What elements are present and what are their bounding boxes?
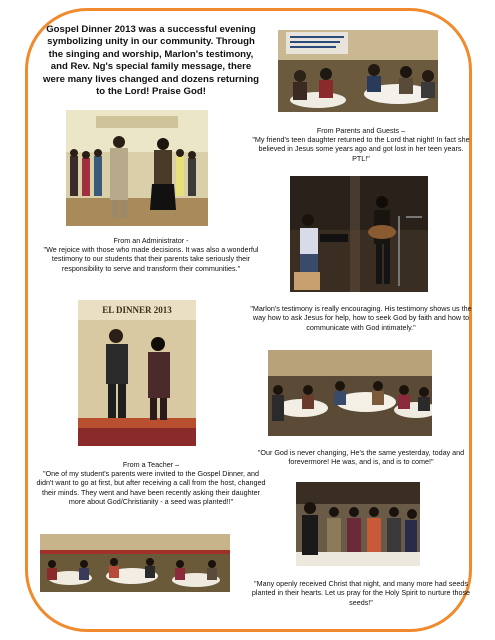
banner-text: EL DINNER 2013 (102, 305, 172, 315)
photo-couple-speaking (78, 300, 196, 446)
photo-banquet-tables (268, 350, 432, 436)
teacher-quote: "One of my student's parents were invited to the Gospel Dinner, and didn't want to go at first, but after receiving a call from the host, changed their minds. They went and have been recently asking their daughter more about God/Christianity - a seed was planted!!" (36, 469, 266, 506)
photo-banquet-wide (40, 534, 230, 592)
parents-guests-quote: "My friend's teen daughter returned to the Lord that night! In fact she believed in Jesus some years ago and got lost in her teen years. PTL!" (252, 135, 470, 163)
closing-quote: "Many openly received Christ that night, and many more had seeds planted in their hearts. Let us pray for the Holy Spirit to nurture those seeds!" (251, 579, 471, 607)
parents-guests-heading: From Parents and Guests – (316, 126, 406, 135)
photo-stage-speakers (66, 110, 208, 226)
photo-musicians (290, 176, 428, 292)
teacher-heading: From a Teacher – (122, 460, 180, 469)
photo-dinner-hall (278, 30, 438, 112)
marlon-testimony-quote: "Marlon's testimony is really encouraging. His testimony shows us the way how to ask Jesus for help, how to seek God by faith and how to communicate with God intimately." (250, 304, 472, 332)
intro-paragraph: Gospel Dinner 2013 was a successful evening symbolizing unity in our community. Through the singing and worship, Marlon's testimony, and Rev. Ng's special family message, there were many lives changed and dozens returning to the Lord! Praise God! (43, 24, 259, 98)
photo-group-standing (296, 482, 420, 566)
administrator-quote: "We rejoice with those who made decisions. It was also a wonderful testimony to our students that their parents take seriously their responsibility to serve and transform their communities." (43, 245, 259, 273)
administrator-heading: From an Administrator - (113, 236, 189, 245)
god-never-changing-quote: "Our God is never changing, He's the same yesterday, today and forevermore! He was, and is, and is to come!" (257, 448, 465, 467)
